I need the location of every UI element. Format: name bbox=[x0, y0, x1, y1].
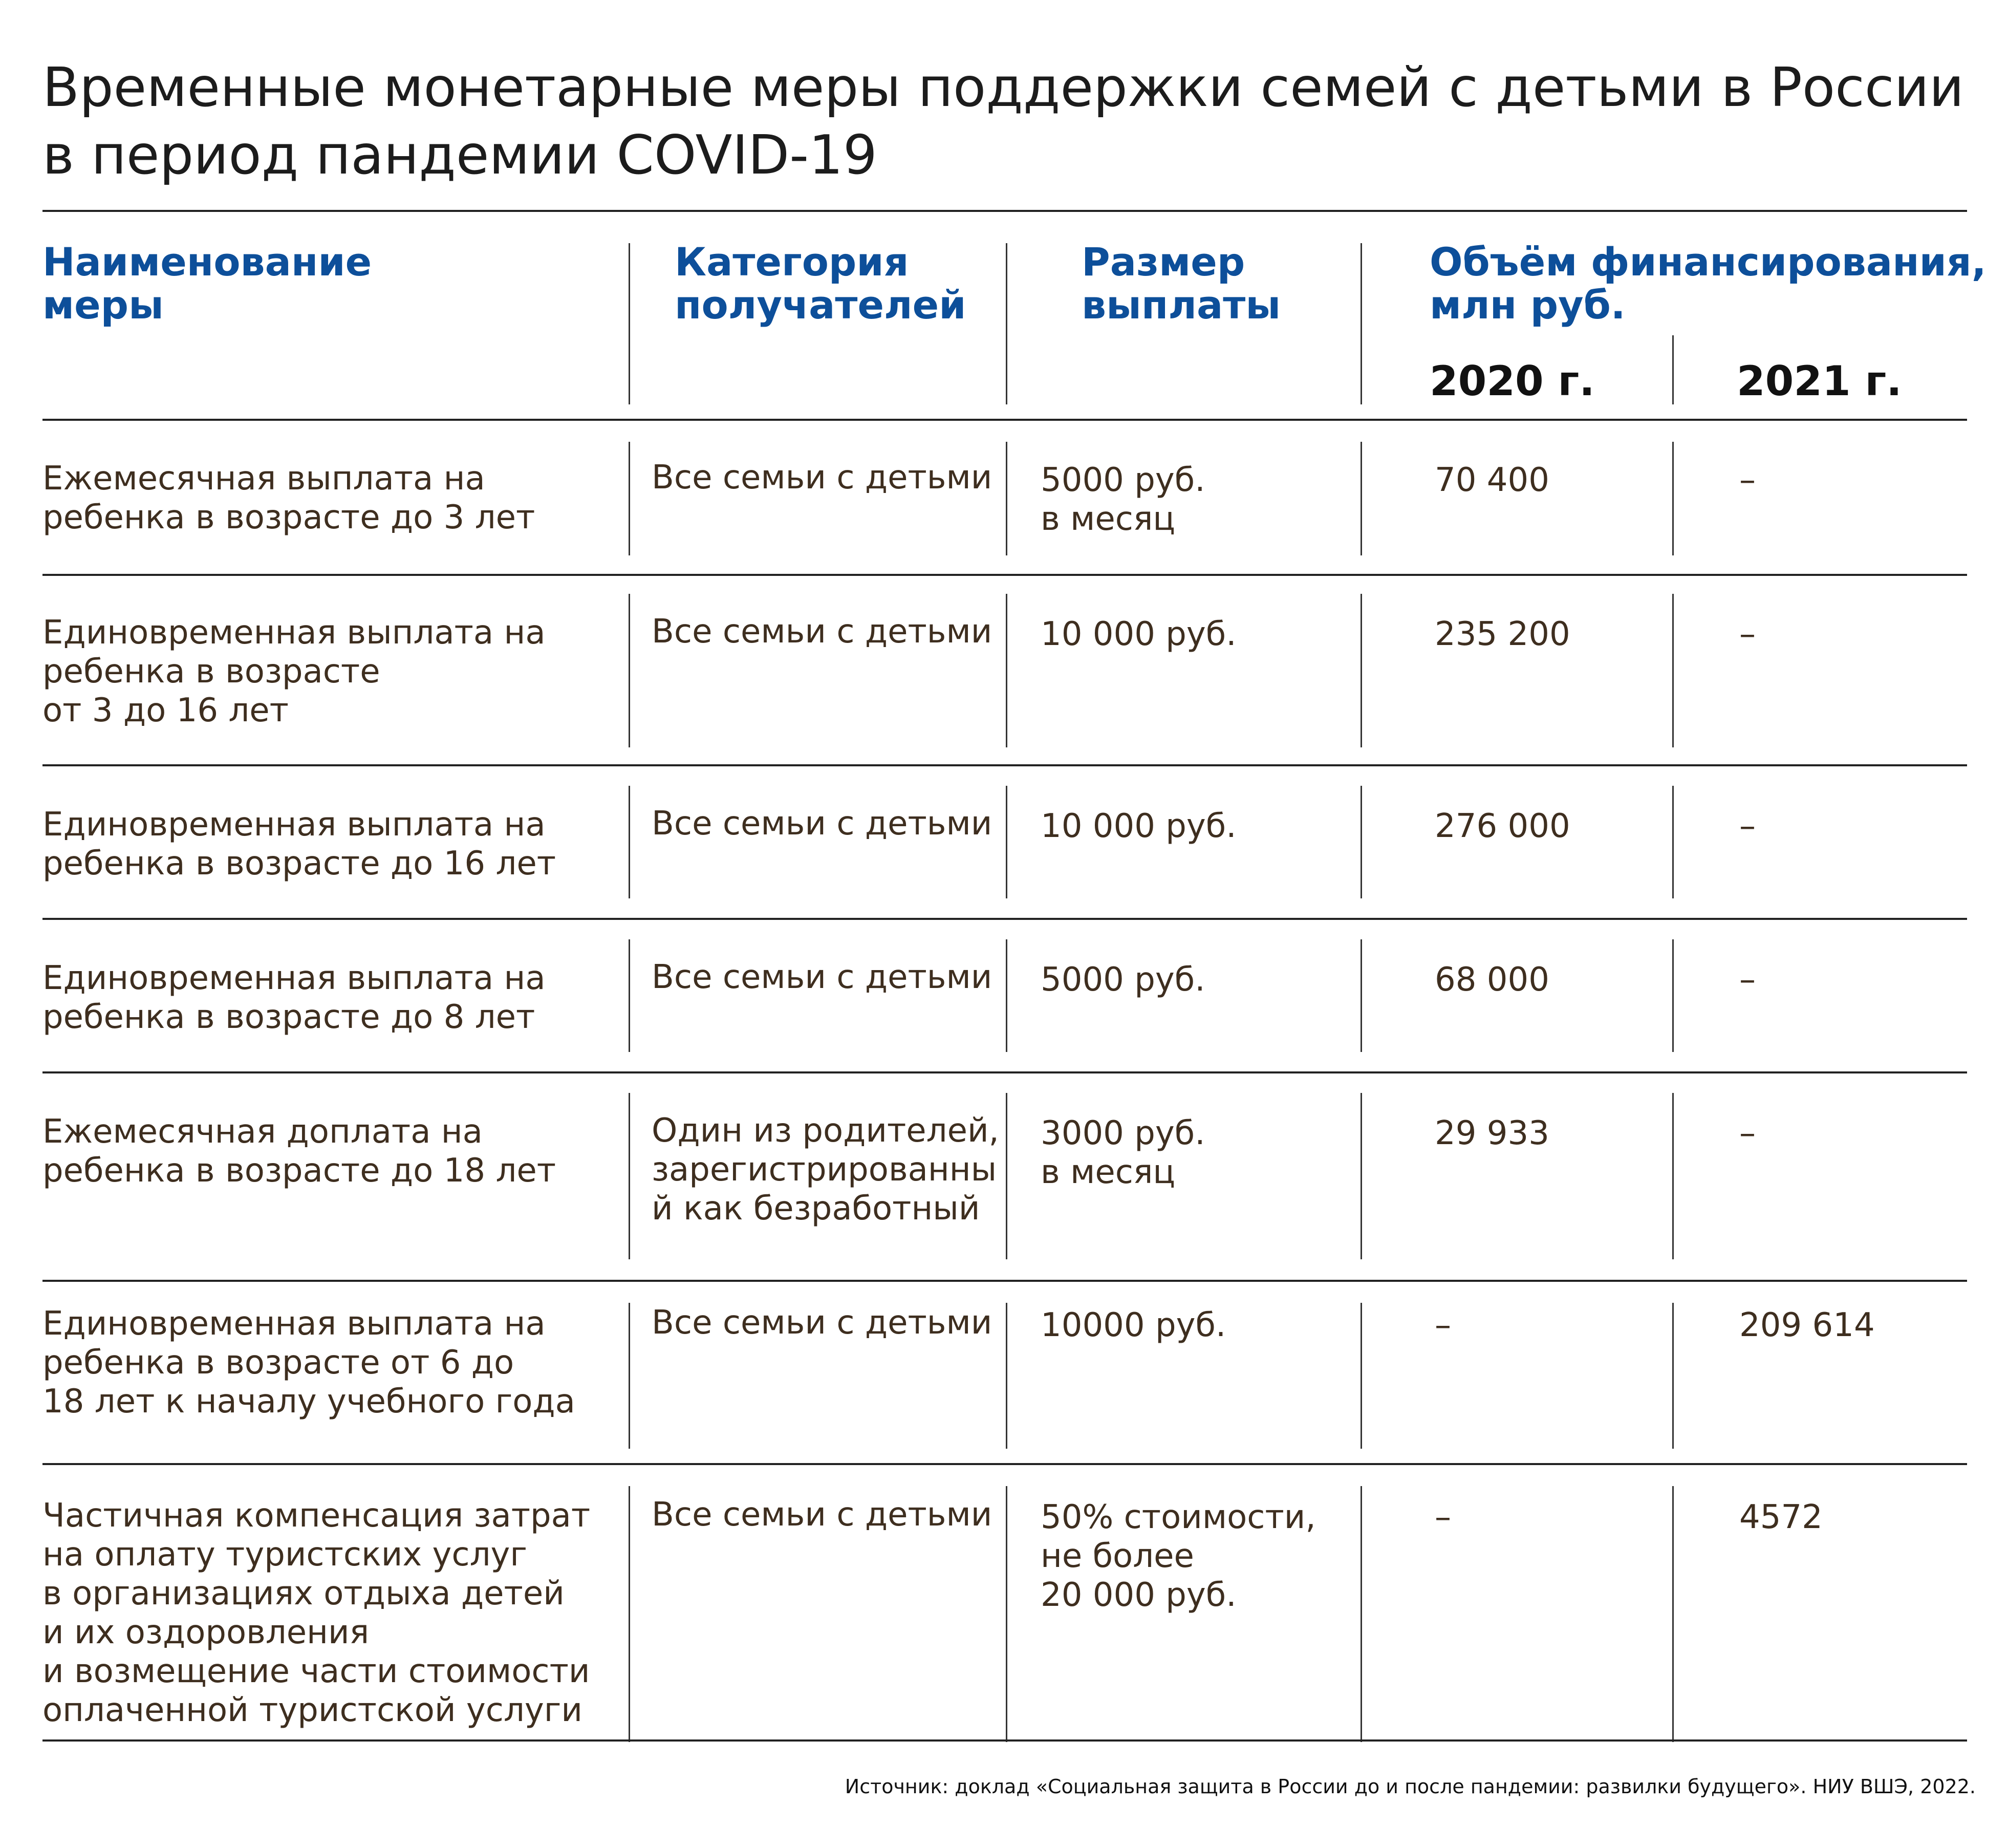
header-year-2021: 2021 г. bbox=[1737, 357, 1902, 405]
row-7-amount-line-2: не более bbox=[1041, 1537, 1194, 1575]
row-4-divider-3 bbox=[1361, 939, 1362, 1052]
header-category bbox=[675, 241, 966, 327]
row-4-amount-line-1: 5000 руб. bbox=[1041, 961, 1205, 999]
row-5-amount-line-2: в месяц bbox=[1041, 1153, 1175, 1191]
row-5-category-line-3: й как безработный bbox=[652, 1190, 980, 1228]
row-5-divider-2 bbox=[1006, 1093, 1007, 1259]
row-1-category bbox=[652, 458, 992, 497]
row-5-amount-line-1: 3000 руб. bbox=[1041, 1114, 1205, 1152]
top-rule bbox=[42, 210, 1967, 212]
row-3-amount bbox=[1041, 807, 1237, 846]
row-7-name-line-3: в организациях отдыха детей bbox=[42, 1575, 565, 1613]
row-2-divider-3 bbox=[1361, 594, 1362, 747]
row-7-divider-2 bbox=[1006, 1486, 1007, 1742]
row-3-2020: 276 000 bbox=[1435, 807, 1570, 845]
row-1-name-line-2: ребенка в возрасте до 3 лет bbox=[42, 499, 535, 536]
row-7-name bbox=[42, 1496, 590, 1730]
header-name-line-1: Наименование bbox=[42, 239, 372, 285]
row-4-rule bbox=[42, 1071, 1967, 1073]
row-2-divider-2 bbox=[1006, 594, 1007, 747]
row-1-amount-line-2: в месяц bbox=[1041, 500, 1175, 538]
row-4-category bbox=[652, 958, 992, 997]
header-category-line-2: получателей bbox=[675, 282, 966, 328]
row-4-name bbox=[42, 959, 546, 1037]
row-5-2021: – bbox=[1739, 1114, 1756, 1152]
row-1-2021: – bbox=[1739, 461, 1756, 499]
row-3-2021: – bbox=[1739, 807, 1756, 845]
header-funding bbox=[1430, 241, 1987, 327]
row-1-amount bbox=[1041, 461, 1205, 539]
row-2-amount bbox=[1041, 615, 1237, 654]
bottom-rule bbox=[42, 1739, 1967, 1742]
row-5-name-line-2: ребенка в возрасте до 18 лет bbox=[42, 1152, 556, 1190]
row-6-name-line-2: ребенка в возрасте от 6 до bbox=[42, 1344, 514, 1382]
row-6-category-line-1: Все семьи с детьми bbox=[652, 1304, 992, 1342]
row-3-rule bbox=[42, 918, 1967, 920]
row-6-name bbox=[42, 1304, 575, 1421]
row-3-divider-3 bbox=[1361, 786, 1362, 898]
row-5-rule bbox=[42, 1280, 1967, 1282]
row-7-name-line-6: оплаченной туристской услуги bbox=[42, 1691, 582, 1729]
row-2-name-line-3: от 3 до 16 лет bbox=[42, 692, 289, 729]
row-6-2020: – bbox=[1435, 1306, 1451, 1344]
row-2-2020: 235 200 bbox=[1435, 615, 1570, 653]
row-2-name-line-1: Единовременная выплата на bbox=[42, 614, 546, 652]
row-5-2020: 29 933 bbox=[1435, 1114, 1549, 1152]
row-5-category-line-1: Один из родителей, bbox=[652, 1112, 999, 1150]
row-7-divider-4 bbox=[1672, 1486, 1674, 1742]
row-7-name-line-5: и возмещение части стоимости bbox=[42, 1652, 590, 1690]
row-7-2020: – bbox=[1435, 1498, 1451, 1536]
header-rule bbox=[42, 419, 1967, 421]
row-6-rule bbox=[42, 1463, 1967, 1465]
header-name-line-2: меры bbox=[42, 282, 164, 328]
title-line-2: в период пандемии COVID-19 bbox=[42, 124, 877, 186]
header-funding-line-1: Объём финансирования, bbox=[1430, 239, 1987, 285]
source-note: Источник: доклад «Социальная защита в России до и после пандемии: развилки будущего». НИУ ВШЭ, 2022. bbox=[845, 1775, 1976, 1798]
row-7-amount-line-1: 50% стоимости, bbox=[1041, 1498, 1316, 1536]
row-2-divider-4 bbox=[1672, 594, 1674, 747]
header-category-line-1: Категория bbox=[675, 239, 909, 285]
row-2-amount-line-1: 10 000 руб. bbox=[1041, 615, 1237, 653]
row-4-amount bbox=[1041, 960, 1205, 999]
row-1-name-line-1: Ежемесячная выплата на bbox=[42, 460, 485, 498]
row-3-category-line-1: Все семьи с детьми bbox=[652, 805, 992, 843]
row-5-name bbox=[42, 1112, 556, 1190]
row-7-category bbox=[652, 1495, 992, 1534]
row-7-divider-1 bbox=[629, 1486, 630, 1742]
row-3-category bbox=[652, 804, 992, 843]
row-2-name bbox=[42, 613, 546, 730]
row-3-name-line-1: Единовременная выплата на bbox=[42, 806, 546, 844]
row-1-2020: 70 400 bbox=[1435, 461, 1549, 499]
row-4-category-line-1: Все семьи с детьми bbox=[652, 958, 992, 996]
row-5-divider-3 bbox=[1361, 1093, 1362, 1259]
title-line-1: Временные монетарные меры поддержки семей с детьми в России bbox=[42, 56, 1964, 119]
header-year-2020: 2020 г. bbox=[1430, 357, 1595, 405]
row-7-name-line-1: Частичная компенсация затрат bbox=[42, 1497, 591, 1535]
row-1-divider-3 bbox=[1361, 442, 1362, 555]
row-3-name-line-2: ребенка в возрасте до 16 лет bbox=[42, 845, 556, 883]
row-4-divider-2 bbox=[1006, 939, 1007, 1052]
row-5-amount bbox=[1041, 1114, 1205, 1192]
row-1-amount-line-1: 5000 руб. bbox=[1041, 461, 1205, 499]
row-1-name bbox=[42, 459, 535, 537]
row-6-divider-3 bbox=[1361, 1303, 1362, 1449]
header-amount bbox=[1082, 241, 1281, 327]
row-3-divider-4 bbox=[1672, 786, 1674, 898]
row-5-category bbox=[652, 1111, 999, 1228]
row-5-divider-4 bbox=[1672, 1093, 1674, 1259]
row-7-amount bbox=[1041, 1498, 1316, 1615]
row-4-name-line-2: ребенка в возрасте до 8 лет bbox=[42, 998, 535, 1036]
row-6-name-line-1: Единовременная выплата на bbox=[42, 1305, 546, 1343]
header-name bbox=[42, 241, 372, 327]
header-divider-years bbox=[1672, 335, 1674, 404]
row-4-2021: – bbox=[1739, 961, 1756, 999]
row-7-divider-3 bbox=[1361, 1486, 1362, 1742]
header-divider-3 bbox=[1361, 243, 1362, 404]
row-4-2020: 68 000 bbox=[1435, 961, 1549, 999]
row-5-category-line-2: зарегистрированны bbox=[652, 1151, 997, 1189]
row-4-divider-1 bbox=[629, 939, 630, 1052]
row-2-name-line-2: ребенка в возрасте bbox=[42, 653, 380, 691]
row-4-divider-4 bbox=[1672, 939, 1674, 1052]
row-4-name-line-1: Единовременная выплата на bbox=[42, 959, 546, 997]
row-5-name-line-1: Ежемесячная доплата на bbox=[42, 1113, 483, 1151]
row-1-divider-1 bbox=[629, 442, 630, 555]
page-title bbox=[42, 54, 1977, 189]
row-6-2021: 209 614 bbox=[1739, 1306, 1875, 1344]
row-6-divider-2 bbox=[1006, 1303, 1007, 1449]
row-5-divider-1 bbox=[629, 1093, 630, 1259]
row-1-rule bbox=[42, 574, 1967, 576]
row-6-amount-line-1: 10000 руб. bbox=[1041, 1306, 1226, 1344]
row-6-divider-1 bbox=[629, 1303, 630, 1449]
row-2-category bbox=[652, 612, 992, 651]
row-3-amount-line-1: 10 000 руб. bbox=[1041, 807, 1237, 845]
row-7-2021: 4572 bbox=[1739, 1498, 1823, 1536]
row-1-divider-4 bbox=[1672, 442, 1674, 555]
row-2-divider-1 bbox=[629, 594, 630, 747]
row-6-name-line-3: 18 лет к началу учебного года bbox=[42, 1383, 575, 1421]
header-funding-line-2: млн руб. bbox=[1430, 282, 1626, 328]
header-amount-line-1: Размер bbox=[1082, 239, 1245, 285]
row-3-name bbox=[42, 805, 556, 883]
row-7-name-line-2: на оплату туристских услуг bbox=[42, 1536, 527, 1574]
row-7-amount-line-3: 20 000 руб. bbox=[1041, 1576, 1237, 1614]
header-divider-1 bbox=[629, 243, 630, 404]
row-7-category-line-1: Все семьи с детьми bbox=[652, 1496, 992, 1534]
row-7-name-line-4: и их оздоровления bbox=[42, 1614, 370, 1651]
row-2-category-line-1: Все семьи с детьми bbox=[652, 613, 992, 651]
row-6-category bbox=[652, 1303, 992, 1342]
row-6-divider-4 bbox=[1672, 1303, 1674, 1449]
row-2-2021: – bbox=[1739, 615, 1756, 653]
header-divider-2 bbox=[1006, 243, 1007, 404]
row-6-amount bbox=[1041, 1306, 1226, 1345]
row-3-divider-1 bbox=[629, 786, 630, 898]
row-1-category-line-1: Все семьи с детьми bbox=[652, 459, 992, 497]
row-2-rule bbox=[42, 764, 1967, 766]
row-3-divider-2 bbox=[1006, 786, 1007, 898]
row-1-divider-2 bbox=[1006, 442, 1007, 555]
header-amount-line-2: выплаты bbox=[1082, 282, 1281, 328]
